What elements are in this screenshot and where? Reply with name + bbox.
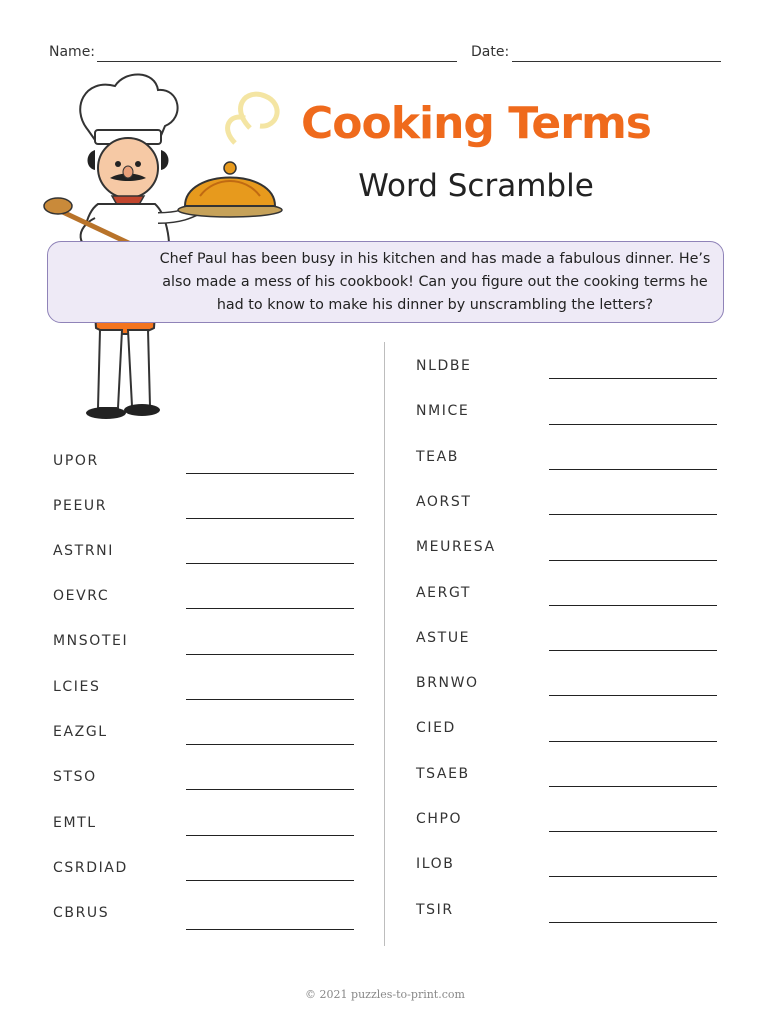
scrambled-word: MEURESA (416, 539, 496, 555)
answer-line[interactable] (186, 835, 354, 836)
scrambled-word: TSAEB (416, 766, 470, 782)
intro-text: Chef Paul has been busy in his kitchen and has made a fabulous dinner. He’s also made a mess of his cookbook! Can you figure out the cooking terms he had to know to make his dinner by unscrambling the letters? (159, 251, 711, 313)
scrambled-word: ASTUE (416, 630, 471, 646)
answer-line[interactable] (549, 695, 717, 696)
answer-line[interactable] (186, 608, 354, 609)
scrambled-word: TEAB (416, 449, 459, 465)
scrambled-word: PEEUR (53, 498, 108, 514)
answer-line[interactable] (186, 929, 354, 930)
answer-line[interactable] (549, 650, 717, 651)
answer-line[interactable] (549, 514, 717, 515)
date-field[interactable] (512, 61, 721, 62)
scrambled-word: MNSOTEI (53, 633, 129, 649)
answer-line[interactable] (549, 560, 717, 561)
scrambled-word: CHPO (416, 811, 463, 827)
scrambled-word: UPOR (53, 453, 99, 469)
scrambled-word: NMICE (416, 403, 470, 419)
scrambled-word: EMTL (53, 815, 97, 831)
answer-line[interactable] (186, 563, 354, 564)
answer-line[interactable] (549, 876, 717, 877)
answer-line[interactable] (549, 741, 717, 742)
scrambled-word: LCIES (53, 679, 101, 695)
scrambled-word: OEVRC (53, 588, 110, 604)
answer-line[interactable] (186, 880, 354, 881)
answer-line[interactable] (549, 378, 717, 379)
scrambled-word: STSO (53, 769, 97, 785)
name-label: Name: (49, 44, 96, 60)
answer-line[interactable] (186, 473, 354, 474)
scrambled-word: EAZGL (53, 724, 108, 740)
scrambled-word: CBRUS (53, 905, 110, 921)
answer-line[interactable] (186, 789, 354, 790)
scrambled-word: ASTRNI (53, 543, 114, 559)
scrambled-word: TSIR (416, 902, 454, 918)
page-title: Cooking Terms (301, 98, 651, 149)
answer-line[interactable] (549, 831, 717, 832)
answer-line[interactable] (186, 654, 354, 655)
date-label: Date: (471, 44, 510, 60)
answer-line[interactable] (186, 699, 354, 700)
scrambled-word: ILOB (416, 856, 455, 872)
scrambled-word: AORST (416, 494, 472, 510)
answer-line[interactable] (549, 424, 717, 425)
scrambled-word: NLDBE (416, 358, 472, 374)
scrambled-word: BRNWO (416, 675, 479, 691)
answer-line[interactable] (549, 605, 717, 606)
answer-line[interactable] (549, 786, 717, 787)
answer-line[interactable] (549, 922, 717, 923)
answer-line[interactable] (186, 518, 354, 519)
copyright-footer: © 2021 puzzles-to-print.com (305, 988, 465, 1001)
answer-line[interactable] (186, 744, 354, 745)
column-divider (384, 342, 385, 946)
scrambled-word: AERGT (416, 585, 472, 601)
scrambled-word: CIED (416, 720, 456, 736)
answer-line[interactable] (549, 469, 717, 470)
page-subtitle: Word Scramble (358, 168, 594, 204)
scrambled-word: CSRDIAD (53, 860, 128, 876)
name-field[interactable] (97, 61, 457, 62)
